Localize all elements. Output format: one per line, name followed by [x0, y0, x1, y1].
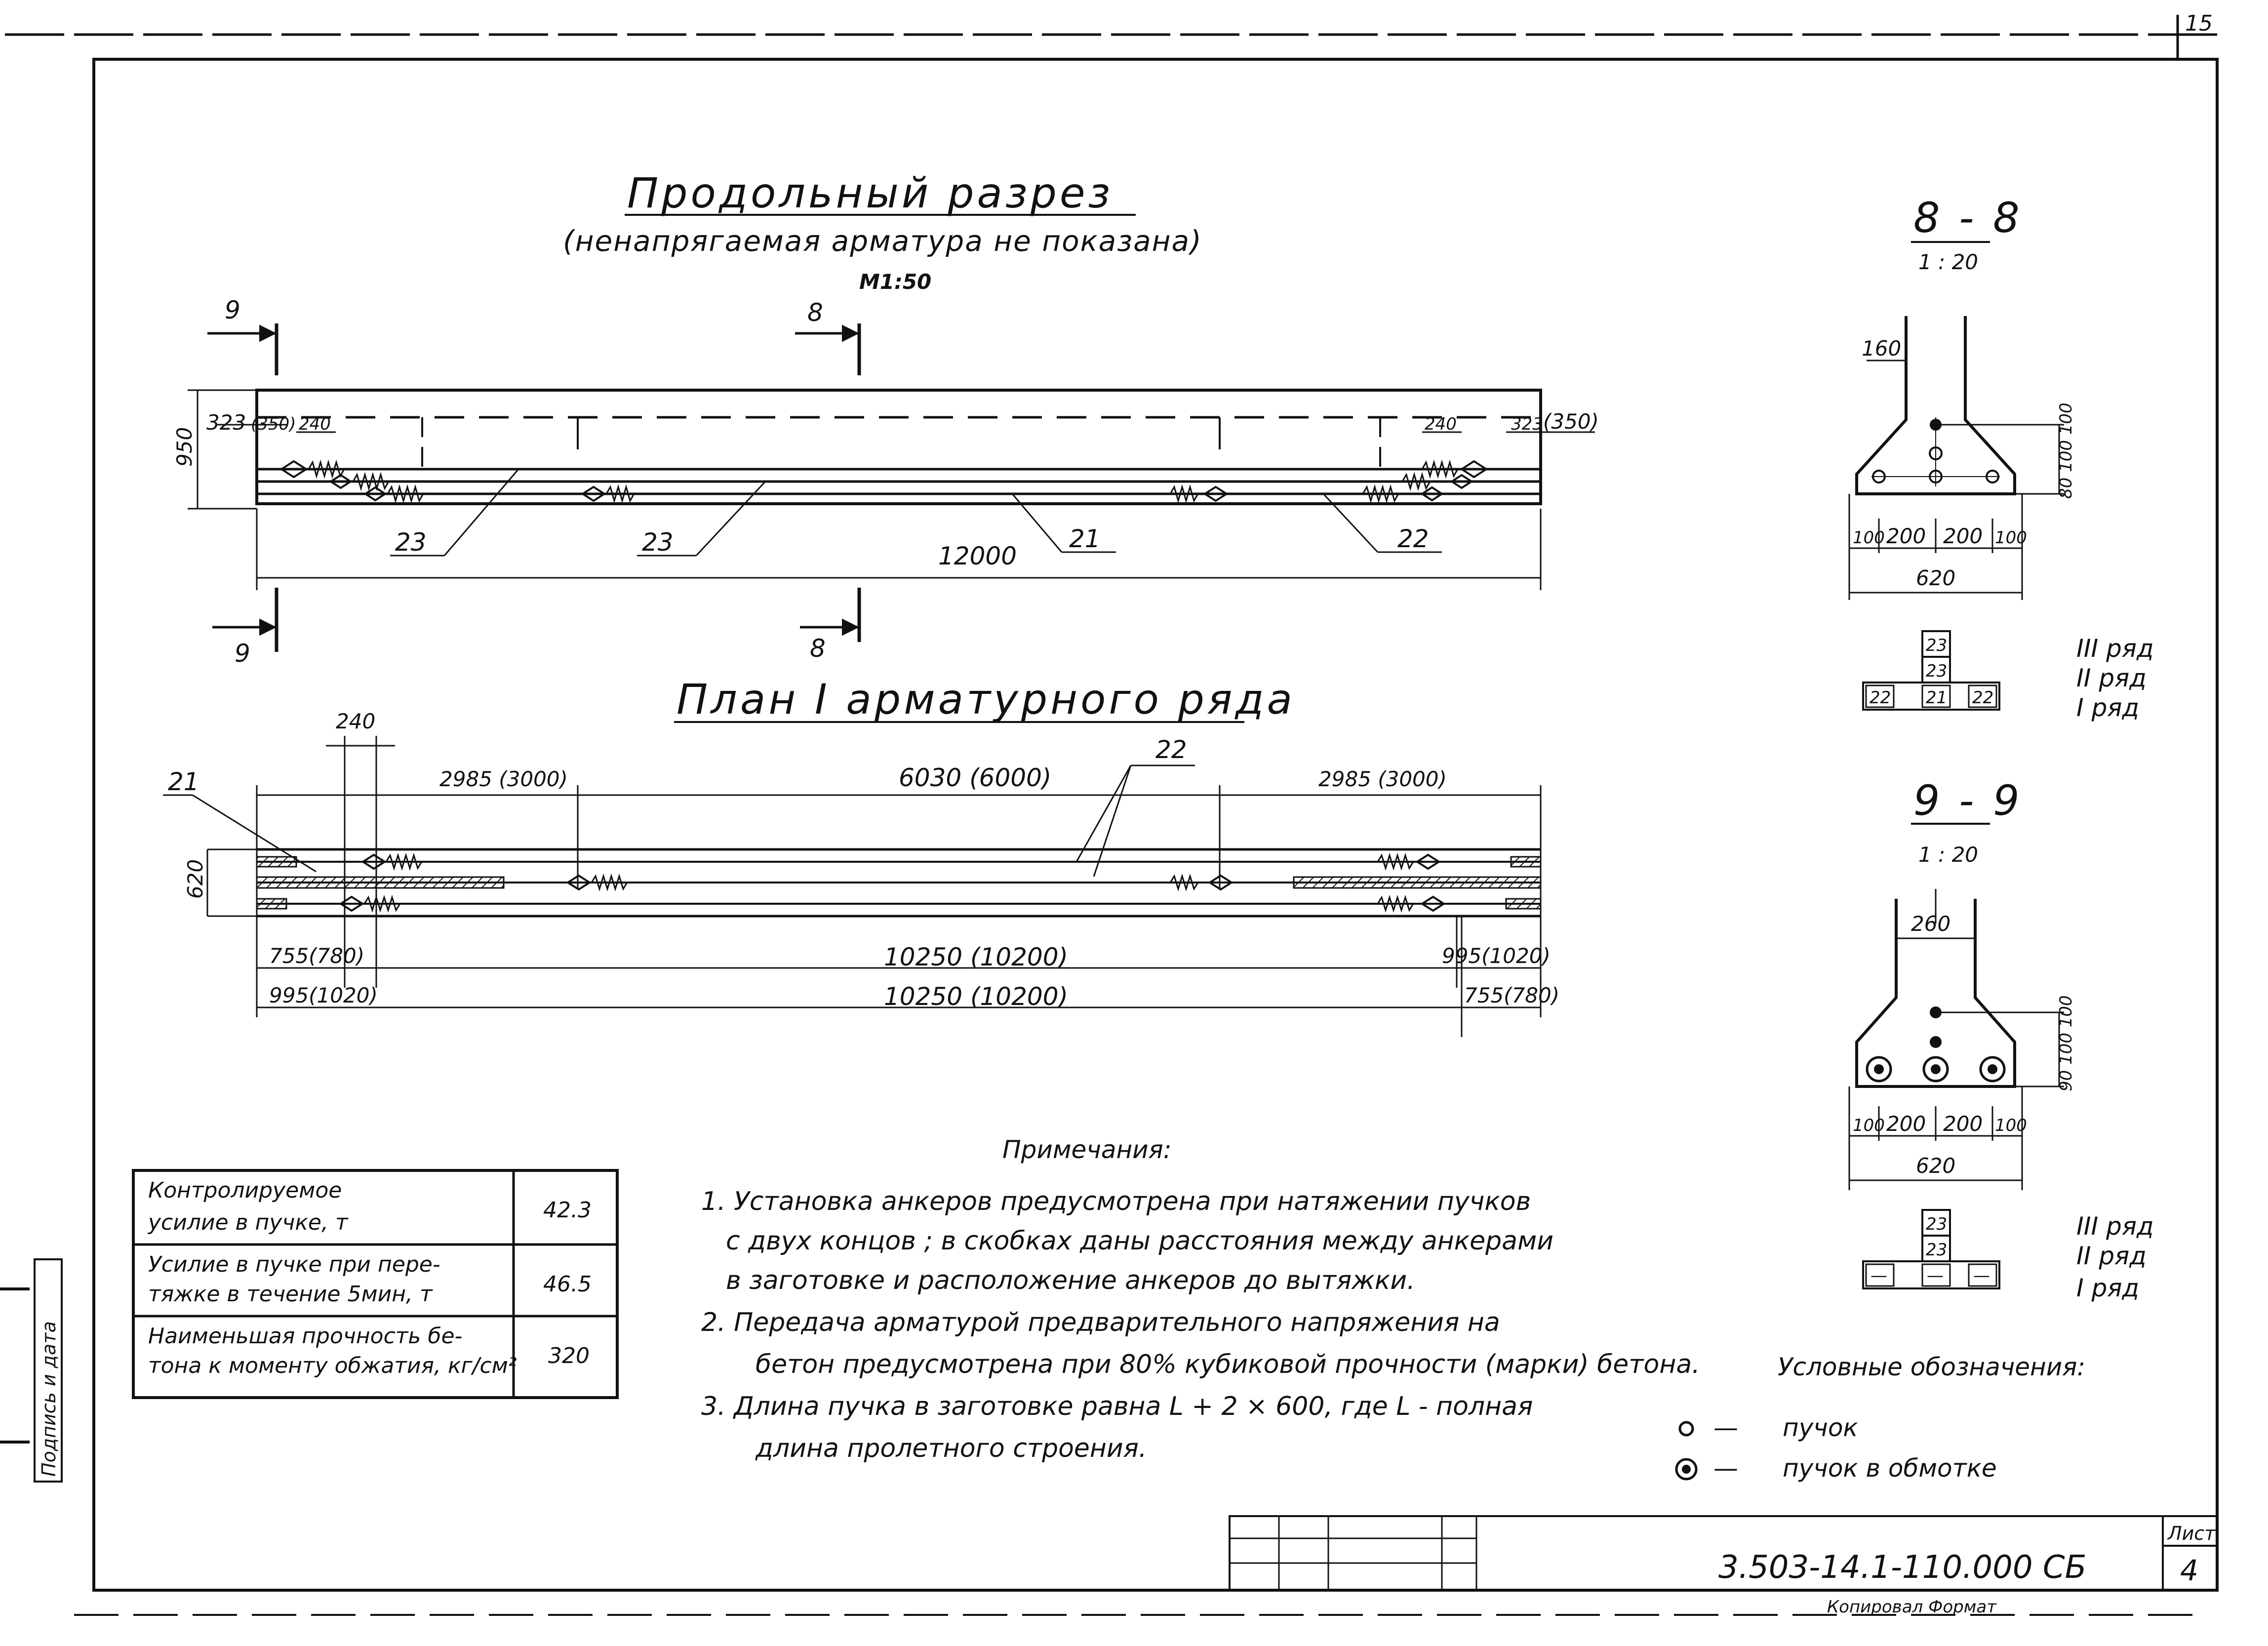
table-row1-line1: Контролируемое [148, 1178, 342, 1203]
legend-label-1: пучок [1783, 1413, 1858, 1442]
dim-240-left: 240 [299, 414, 331, 434]
sec9-dim-b3: 200 [1943, 1112, 1983, 1136]
list-number: 4 [2180, 1554, 2198, 1587]
note-line-6: 3. Длина пучка в заготовке равна L + 2 × 600, где L - полная [701, 1392, 1533, 1421]
sec9-dim-b2: 200 [1886, 1112, 1926, 1136]
sec9-scale: 1 : 20 [1918, 843, 1979, 867]
sec8-cell-r1-right: 22 [1972, 688, 1994, 708]
sec8-dim-b4: 100 [1995, 528, 2027, 548]
sec9-cell-r1-right: — [1973, 1266, 1990, 1285]
plan-dim-mid: 6030 (6000) [899, 763, 1052, 792]
legend-bundle-icon [1680, 1422, 1693, 1435]
list-label: Лист [2168, 1523, 2216, 1544]
legend-dash-2: — [1713, 1454, 1738, 1483]
plan-title: План I арматурного ряда [676, 675, 1295, 723]
legend-wrapped-bundle-icon [1676, 1459, 1696, 1479]
dim-323-left: 323 [206, 410, 246, 435]
cut-9-bottom-label: 9 [235, 639, 250, 668]
plan-dim-995-right: 995(1020) [1442, 944, 1551, 968]
sec8-dim-b1: 100 [1853, 528, 1885, 548]
sec9-dim-260: 260 [1911, 912, 1951, 936]
plan-dim-995-left: 995(1020) [269, 983, 378, 1007]
longitudinal-section-title: Продольный разрез [627, 169, 1114, 217]
note-line-3: в заготовке и расположение анкеров до вытяжки. [726, 1266, 1415, 1295]
note-line-1: 1. Установка анкеров предусмотрена при натяжении пучков [701, 1187, 1531, 1216]
corner-number: 15 [2185, 11, 2213, 36]
dim-323-right: 323 [1511, 414, 1543, 434]
note-line-2: с двух концов ; в скобках даны расстояния между анкерами [726, 1226, 1554, 1256]
sec8-dim-620: 620 [1916, 566, 1956, 590]
plan-dim-10250-a: 10250 (10200) [884, 943, 1069, 971]
sec9-wrapped-bundles [1867, 1057, 2004, 1081]
table-row3-value: 320 [548, 1343, 590, 1368]
longitudinal-section-subtitle: (ненапрягаемая арматура не показана) [563, 224, 1202, 258]
sec8-dim-b2: 200 [1886, 524, 1926, 548]
sec8-cell-r2: 23 [1926, 661, 1948, 681]
plan-position-22: 22 [1155, 735, 1187, 764]
sec8-dim-b3: 200 [1943, 524, 1983, 548]
note-line-5: бетон предусмотрена при 80% кубиковой прочности (марки) бетона. [756, 1350, 1700, 1379]
forces-table [133, 1170, 617, 1398]
position-23-a: 23 [395, 528, 427, 557]
sec9-cell-r2: 23 [1926, 1240, 1948, 1260]
sec8-title: 8 - 8 [1913, 194, 2023, 242]
sec9-row-3: III ряд [2076, 1212, 2154, 1241]
section-9-9 [1849, 776, 2154, 1302]
sec9-cell-r3: 23 [1926, 1214, 1948, 1234]
table-row3-line1: Наименьшая прочность бе- [148, 1324, 463, 1349]
plan-position-21: 21 [168, 767, 199, 796]
sec9-row-1: I ряд [2076, 1274, 2140, 1302]
longitudinal-section-scale: М1:50 [859, 270, 932, 294]
notes-heading: Примечания: [1002, 1135, 1172, 1164]
longitudinal-section [172, 169, 1599, 668]
table-row1-line2: усилие в пучке, т [148, 1210, 348, 1235]
sec9-row-2: II ряд [2076, 1242, 2147, 1270]
note-line-4: 2. Передача арматурой предварительного напряжения на [701, 1308, 1500, 1337]
dim-350-left: (350) [251, 414, 296, 434]
title-block [1230, 1516, 2217, 1617]
plan-dim-left: 2985 (3000) [439, 767, 568, 791]
sec9-dim-620: 620 [1916, 1154, 1956, 1178]
cut-8-top-label: 8 [807, 298, 823, 327]
note-line-7: длина пролетного строения. [756, 1434, 1147, 1463]
sec8-dim-160: 160 [1862, 336, 1902, 361]
legend-dash-1: — [1713, 1413, 1738, 1442]
table-row2-line2: тяжке в течение 5мин, т [148, 1282, 433, 1307]
table-row2-value: 46.5 [543, 1272, 592, 1297]
cut-8-bottom-label: 8 [810, 634, 826, 663]
plan-dim-620: 620 [183, 859, 207, 899]
plan-dim-right: 2985 (3000) [1318, 767, 1447, 791]
sec9-bundle-top [1930, 1006, 1942, 1018]
dim-950: 950 [172, 427, 197, 467]
sec8-cell-r3: 23 [1926, 636, 1948, 655]
side-stamp [0, 1259, 62, 1482]
sec9-cell-r1-left: — [1870, 1266, 1887, 1285]
dim-12000: 12000 [938, 542, 1017, 570]
sec8-row-3: III ряд [2076, 634, 2154, 663]
plan-dim-755-left: 755(780) [269, 944, 365, 968]
cut-9-top-label: 9 [225, 296, 240, 324]
plan-first-row [163, 675, 1559, 1037]
sec9-dim-b4: 100 [1995, 1116, 2027, 1135]
table-row1-value: 42.3 [543, 1198, 592, 1223]
legend-label-2: пучок в обмотке [1783, 1454, 1997, 1483]
sec8-dim-stack: 80 100 100 [2056, 402, 2076, 499]
sec8-cell-r1-mid: 21 [1926, 688, 1948, 708]
notes [701, 1135, 1700, 1463]
sec8-scale: 1 : 20 [1918, 250, 1979, 274]
plan-dim-755-right: 755(780) [1464, 983, 1560, 1007]
section-8-8 [1849, 194, 2154, 722]
dim-350-right: (350) [1543, 409, 1599, 434]
legend [1676, 1353, 2085, 1483]
table-row2-line1: Усилие в пучке при пере- [148, 1252, 440, 1277]
table-row3-line2: тона к моменту обжатия, кг/см² [148, 1353, 517, 1378]
sec8-cell-r1-left: 22 [1870, 688, 1891, 708]
position-22: 22 [1397, 524, 1429, 553]
sec8-row-1: I ряд [2076, 693, 2140, 722]
side-stamp-text: Подпись и дата [38, 1321, 60, 1477]
legend-heading: Условные обозначения: [1778, 1353, 2086, 1381]
sec9-dim-b1: 100 [1853, 1116, 1885, 1135]
dim-240-right: 240 [1425, 414, 1457, 434]
bottom-stamp: Копировал Формат [1827, 1597, 1997, 1617]
position-23-b: 23 [642, 528, 674, 557]
sec9-cell-r1-mid: — [1927, 1266, 1944, 1285]
sec8-row-2: II ряд [2076, 664, 2147, 692]
position-21: 21 [1069, 524, 1101, 553]
doc-code: 3.503-14.1-110.000 СБ [1718, 1549, 2087, 1586]
sec9-title: 9 - 9 [1913, 776, 2023, 825]
plan-dim-240: 240 [336, 709, 376, 733]
sec9-dim-stack: 90 100 100 [2056, 995, 2076, 1091]
plan-dim-10250-b: 10250 (10200) [884, 982, 1069, 1011]
